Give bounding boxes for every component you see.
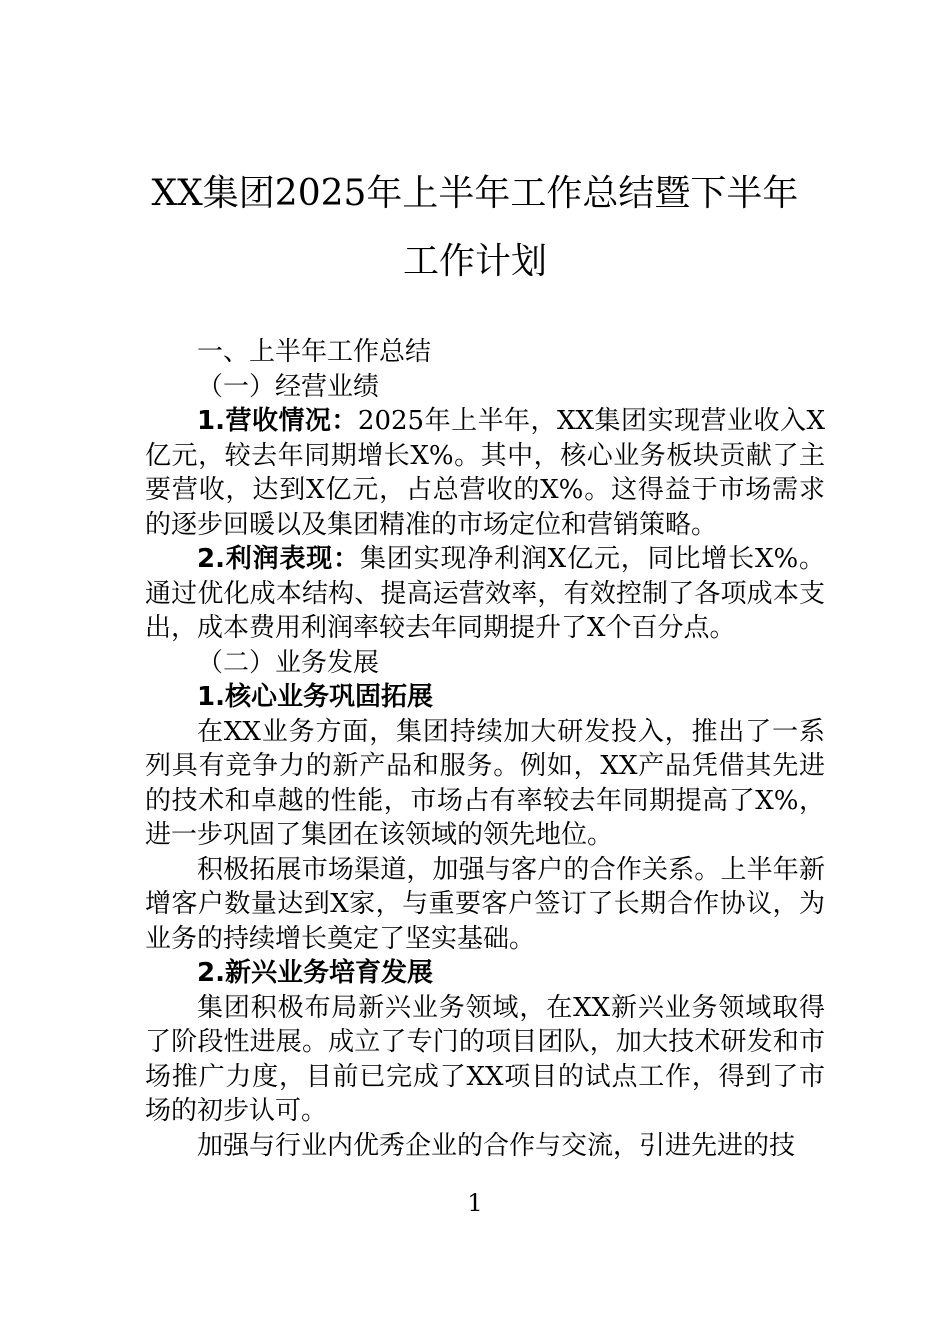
paragraph-label: 2.利润表现： — [197, 544, 360, 574]
paragraph-label: 1.营收情况： — [197, 406, 358, 436]
document-title-line1: XX集团2025年上半年工作总结暨下半年 — [151, 173, 799, 214]
item-heading: 2.新兴业务培育发展 — [197, 958, 433, 988]
paragraph-text: 2025年上半年，XX集团实现营业收入X亿元，较去年同期增长X%。其中，核心业务板块贡献了主要营收，达到X亿元，占总营收的X%。这得益于市场需求的逐步回暖以及集团精准的市场定位和营销策略。 — [145, 406, 825, 540]
paragraph: 在XX业务方面，集团持续加大研发投入，推出了一系列具有竞争力的新产品和服务。例如，XX产品凭借其先进的技术和卓越的性能，市场占有率较去年同期提高了X%，进一步巩固了集团在该领域的领先地位。 — [145, 716, 825, 850]
paragraph-profit — [145, 542, 825, 646]
paragraph-text: 集团实现净利润X亿元，同比增长X%。通过优化成本结构、提高运营效率，有效控制了各项成本支出，成本费用利润率较去年同期提升了X个百分点。 — [145, 544, 826, 643]
paragraph: 集团积极布局新兴业务领域，在XX新兴业务领域取得了阶段性进展。成立了专门的项目团队，加大技术研发和市场推广力度，目前已完成了XX项目的试点工作，得到了市场的初步认可。 — [145, 992, 825, 1126]
document-title-line2: 工作计划 — [402, 241, 547, 282]
item-heading: 1.核心业务巩固拓展 — [197, 682, 433, 712]
section-heading: 一、上半年工作总结 — [197, 337, 432, 367]
paragraph: 加强与行业内优秀企业的合作与交流，引进先进的技 — [197, 1130, 796, 1161]
subsection-heading: （二）业务发展 — [197, 647, 380, 678]
page-number: 1 — [467, 1189, 483, 1217]
subsection-heading: （一）经营业绩 — [197, 371, 380, 402]
paragraph-revenue — [145, 404, 825, 542]
paragraph: 积极拓展市场渠道，加强与客户的合作关系。上半年新增客户数量达到X家，与重要客户签订了长期合作协议，为业务的持续增长奠定了坚实基础。 — [145, 854, 825, 954]
document-body — [145, 335, 825, 1163]
